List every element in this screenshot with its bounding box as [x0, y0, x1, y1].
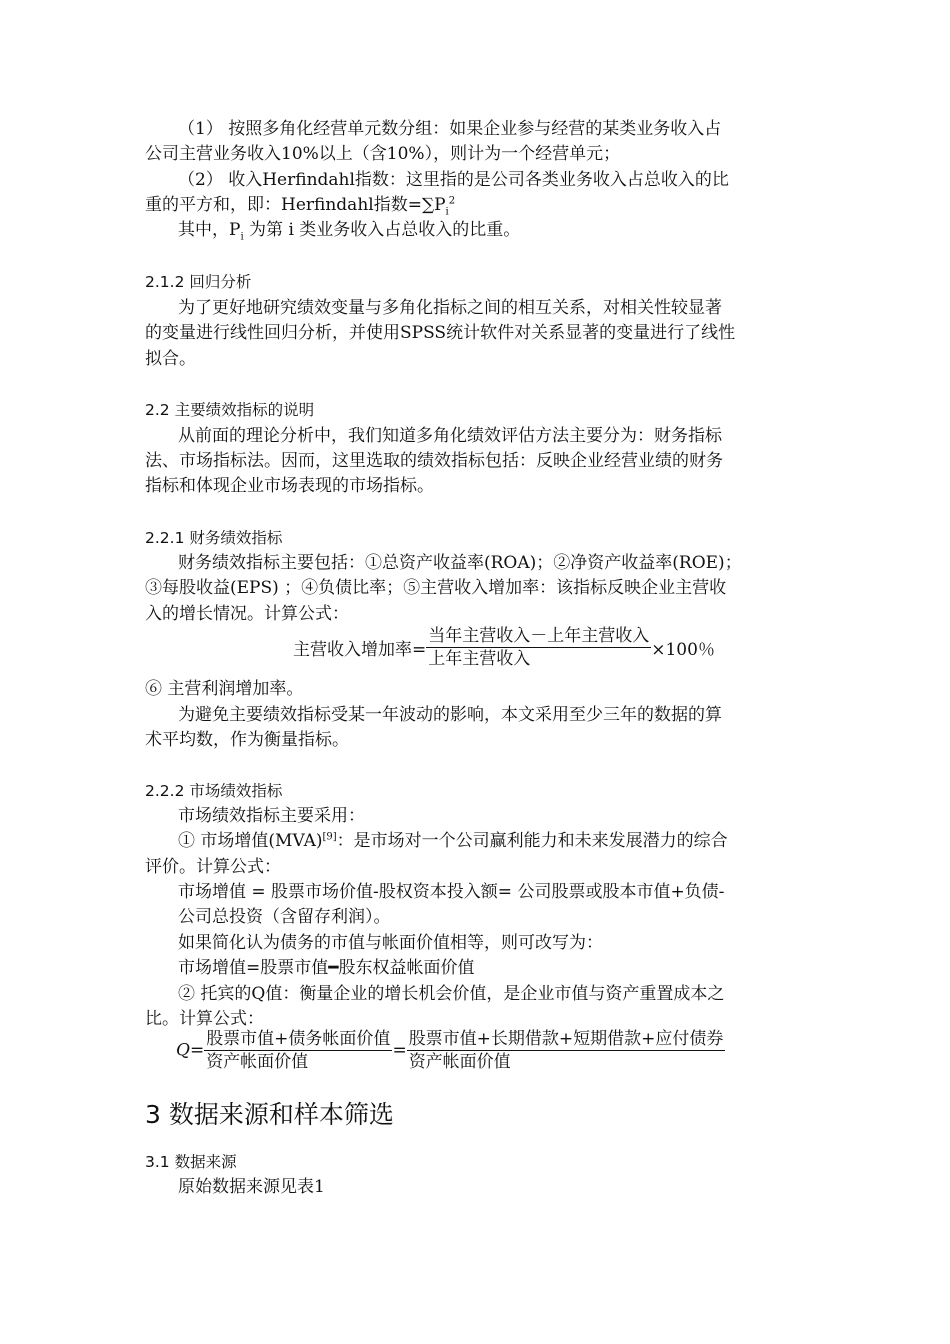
formula-tobin-q — [176, 1028, 725, 1073]
paragraph-line — [178, 218, 520, 243]
paragraph-line: 如果简化认为债务的市值与帐面价值相等，则可改写为： — [178, 933, 603, 953]
superscript: 2 — [448, 195, 456, 207]
paragraph-line: 市场增值 = 股票市场价值-股权资本投入额= 公司股票或股本市值+负债- — [178, 882, 725, 902]
paragraph-line: 拟合。 — [145, 349, 196, 369]
formula-q: Q — [176, 1040, 190, 1061]
paragraph-line: 法、市场指标法。因而，这里选取的绩效指标包括：反映企业经营业绩的财务 — [145, 451, 723, 471]
formula-numerator: 当年主营收入－上年主营收入 — [428, 626, 650, 646]
formula-denominator: 资产帐面价值 — [408, 1052, 511, 1072]
formula-rhs: ×100％ — [651, 640, 715, 660]
paragraph-line: 公司主营业务收入10%以上（含10%），则计为一个经营单元； — [145, 144, 621, 164]
paragraph-line: 原始数据来源见表1 — [178, 1177, 325, 1197]
section-heading: 3.1 数据来源 — [145, 1153, 237, 1171]
section-heading: 2.1.2 回归分析 — [145, 273, 252, 291]
paragraph-line: 市场增值=股票市值━股东权益帐面价值 — [178, 958, 475, 978]
paragraph-line: （1） 按照多角化经营单元数分组：如果企业参与经营的某类业务收入占 — [178, 119, 722, 139]
formula-denominator: 资产帐面价值 — [206, 1052, 309, 1072]
paragraph-line: ② 托宾的Q值：衡量企业的增长机会价值，是企业市值与资产重置成本之 — [178, 984, 725, 1004]
paragraph-line: 财务绩效指标主要包括：①总资产收益率(ROA)；②净资产收益率(ROE)； — [178, 553, 742, 573]
section-heading: 2.2.1 财务绩效指标 — [145, 529, 283, 547]
paragraph-line: 从前面的理论分析中，我们知道多角化绩效评估方法主要分为：财务指标 — [178, 426, 722, 446]
formula-fraction — [204, 1028, 392, 1073]
text: 其中，P — [178, 220, 241, 240]
paragraph-line: 评价。计算公式： — [145, 857, 281, 877]
formula-numerator: 股票市值+债务帐面价值 — [206, 1029, 391, 1049]
paragraph-line: 为了更好地研究绩效变量与多角化指标之间的相互关系，对相关性较显著 — [178, 298, 722, 318]
paragraph-line: 的变量进行线性回归分析，并使用SPSS统计软件对关系显著的变量进行了线性 — [145, 323, 736, 343]
text: ① 市场增值(MVA) — [178, 831, 323, 851]
formula-lhs: 主营收入增加率= — [293, 640, 427, 660]
formula-numerator: 股票市值+长期借款+短期借款+应付债券 — [408, 1029, 724, 1049]
formula-growth-rate — [293, 625, 715, 670]
text: 重的平方和，即：Herfindahl指数=∑P — [145, 195, 446, 215]
paragraph-line: 比。计算公式： — [145, 1009, 264, 1029]
formula-denominator: 上年主营收入 — [428, 649, 531, 669]
section-heading: 2.2 主要绩效指标的说明 — [145, 401, 315, 419]
paragraph-line: 术平均数，作为衡量指标。 — [145, 730, 349, 750]
paragraph-line — [145, 193, 455, 218]
formula-eq: = — [392, 1040, 407, 1061]
paragraph-line: 入的增长情况。计算公式： — [145, 604, 349, 624]
paragraph-line: 指标和体现企业市场表现的市场指标。 — [145, 476, 434, 496]
paragraph-line: 为避免主要绩效指标受某一年波动的影响，本文采用至少三年的数据的算 — [178, 705, 722, 725]
citation-ref: [9] — [322, 831, 337, 843]
paragraph-line: ③每股收益(EPS) ；④负债比率；⑤主营收入增加率：该指标反映企业主营收 — [145, 578, 727, 598]
chapter-heading: 3 数据来源和样本筛选 — [145, 1100, 394, 1129]
paragraph-line: 市场绩效指标主要采用： — [178, 806, 365, 826]
paragraph-line — [178, 829, 728, 854]
formula-fraction — [426, 625, 651, 670]
text: ：是市场对一个公司赢利能力和未来发展潜力的综合 — [336, 831, 728, 851]
formula-fraction — [407, 1028, 726, 1073]
paragraph-line: （2） 收入Herfindahl指数：这里指的是公司各类业务收入占总收入的比 — [178, 170, 729, 190]
paragraph-line: ⑥ 主营利润增加率。 — [145, 679, 304, 699]
subscript: i — [445, 206, 449, 218]
formula-eq: = — [189, 1040, 205, 1061]
subscript: i — [240, 231, 244, 243]
text: 为第 i 类业务收入占总收入的比重。 — [243, 220, 521, 240]
paragraph-line: 公司总投资（含留存利润）。 — [178, 907, 391, 927]
section-heading: 2.2.2 市场绩效指标 — [145, 782, 283, 800]
